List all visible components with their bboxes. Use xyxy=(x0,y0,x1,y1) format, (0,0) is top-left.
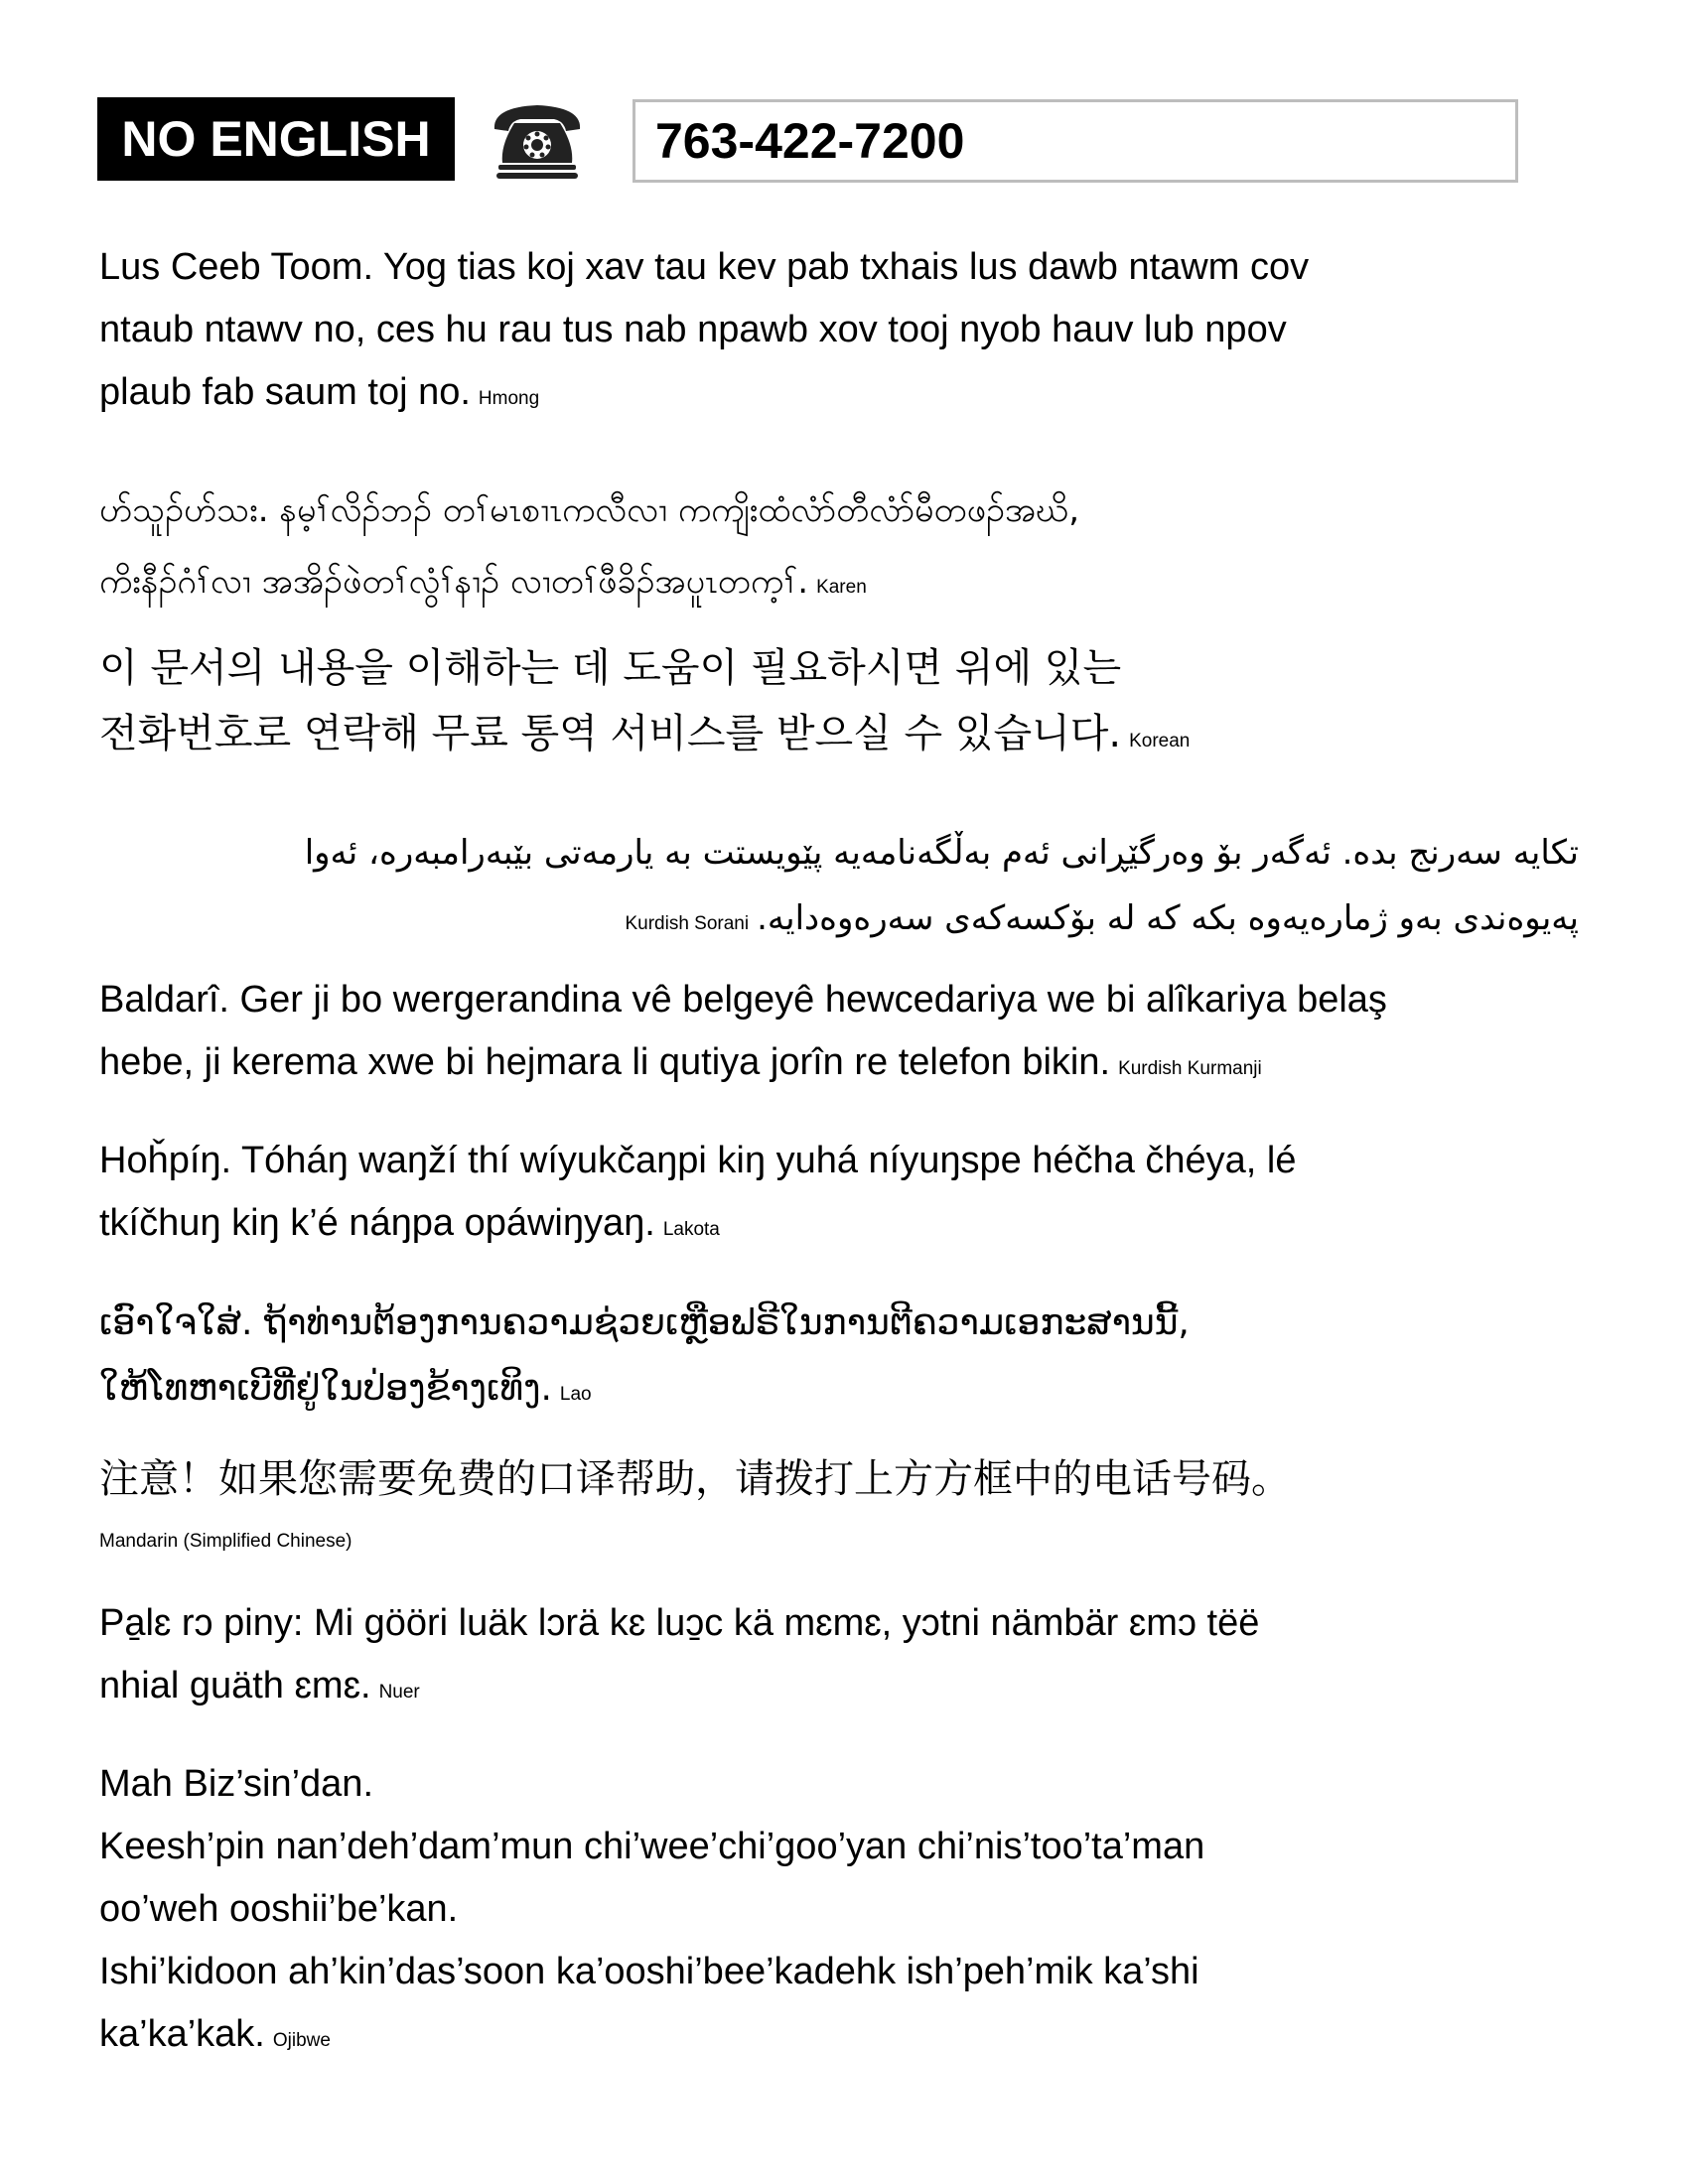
text-line: 注意！如果您需要免费的口译帮助，请拨打上方方框中的电话号码。 xyxy=(99,1456,1291,1502)
section-hmong xyxy=(99,236,1309,430)
language-label: Nuer xyxy=(378,1682,420,1703)
text-line: Ishi’kidoon ah’kin’das’soon ka’ooshi’bee’kadehk ish’peh’mik ka’shi xyxy=(99,1951,1199,1992)
text-line: Hoȟpíŋ. Tóháŋ waŋží thí wíyukčaŋpi kiŋ yuhá níyuŋspe héčha čhéya, lé xyxy=(99,1140,1297,1181)
text-line: Mah Biz’sin’dan. xyxy=(99,1763,374,1805)
text-line: ကိးနီၣ်ဂံၢ်လၢ အအိၣ်ဖဲတၢ်လွံၢ်နၢၣ် လၢတၢ်ဖီခိၣ်အပူၤတက့ၢ်. xyxy=(99,562,809,602)
section-lao xyxy=(99,1291,1190,1428)
text-line: ເອົາໃຈໃສ່. ຖ້າທ່ານຕ້ອງການຄວາມຊ່ວຍເຫຼືອຟຣີໃນການຕີຄວາມເອກະສານນີ້, xyxy=(99,1302,1190,1343)
text-line: ka’ka’kak. xyxy=(99,2013,265,2055)
phone-number-box xyxy=(633,99,1518,183)
language-label: Hmong xyxy=(478,388,540,409)
section-kurdish-kurmanji xyxy=(99,969,1387,1100)
language-label: Kurdish Sorani xyxy=(625,913,750,934)
section-karen xyxy=(99,475,1079,623)
text-line: tkíčhuŋ kiŋ k’é náŋpa opáwiŋyaŋ. xyxy=(99,1202,655,1244)
text-line: پەیوەندی بەو ژمارەیەوە بکە کە لە بۆکسەکەی سەرەوەدایە. xyxy=(757,898,1579,938)
language-label: Kurdish Kurmanji xyxy=(1118,1058,1262,1079)
text-line: nhial guäth ɛmɛ. xyxy=(99,1665,371,1706)
text-line: 전화번호로 연락해 무료 통역 서비스를 받으실 수 있습니다. xyxy=(99,711,1122,756)
section-lakota xyxy=(99,1130,1297,1261)
language-label: Ojibwe xyxy=(272,2030,331,2051)
section-mandarin xyxy=(99,1449,1291,1509)
phone-number[interactable]: 763-422-7200 xyxy=(655,113,965,169)
language-label: Lao xyxy=(559,1384,592,1405)
text-line: Baldarî. Ger ji bo wergerandina vê belgeyê hewcedariya we bi alîkariya belaş xyxy=(99,979,1387,1021)
text-line: Lus Ceeb Toom. Yog tias koj xav tau kev pab txhais lus dawb ntawm cov xyxy=(99,246,1310,288)
section-kurdish-sorani xyxy=(99,820,1579,957)
text-line: ntaub ntawv no, ces hu rau tus nab npawb xov tooj nyob hauv lub npov xyxy=(99,309,1287,350)
text-line: ဟ်သူၣ်ဟ်သး. နမ့ၢ်လိၣ်ဘၣ် တၢ်မၤစၢၤကလီလၢ ကကျိးထံလံာ်တီလံာ်မီတဖၣ်အဃိ, xyxy=(99,490,1080,530)
language-label: Korean xyxy=(1129,731,1191,751)
text-line: hebe, ji kerema xwe bi hejmara li qutiya jorîn re telefon bikin. xyxy=(99,1041,1111,1083)
text-line: plaub fab saum toj no. xyxy=(99,371,471,413)
text-line: 이 문서의 내용을 이해하는 데 도움이 필요하시면 위에 있는 xyxy=(99,645,1122,691)
rotary-telephone-icon xyxy=(483,99,592,183)
language-label: Karen xyxy=(816,577,867,598)
language-label: Lakota xyxy=(662,1219,720,1240)
text-line: Keesh’pin nan’deh’dam’mun chi’wee’chi’goo’yan chi’nis’too’ta’man xyxy=(99,1826,1205,1867)
text-line: Pa̱lɛ rɔ piny: Mi gööri luäk lɔrä kɛ luɔ̱c kä mɛmɛ, yɔtni nämbär ɛmɔ tëë xyxy=(99,1602,1260,1644)
section-ojibwe xyxy=(99,1753,1204,2072)
text-line: ໃຫ້ໂທຫາເບີທີ່ຢູ່ໃນປ່ອງຂ້າງເທິງ. xyxy=(99,1368,552,1409)
section-korean xyxy=(99,635,1190,774)
no-english-banner: NO ENGLISH xyxy=(97,97,455,181)
section-nuer xyxy=(99,1592,1259,1723)
text-line: تکایە سەرنج بدە. ئەگەر بۆ وەرگێڕانی ئەم بەڵگەنامەیە پێویستت بە یارمەتی بێبەرامبەرە، ئەوا xyxy=(304,833,1579,873)
text-line: oo’weh ooshii’be’kan. xyxy=(99,1888,459,1930)
language-label: Mandarin (Simplified Chinese) xyxy=(99,1531,352,1552)
